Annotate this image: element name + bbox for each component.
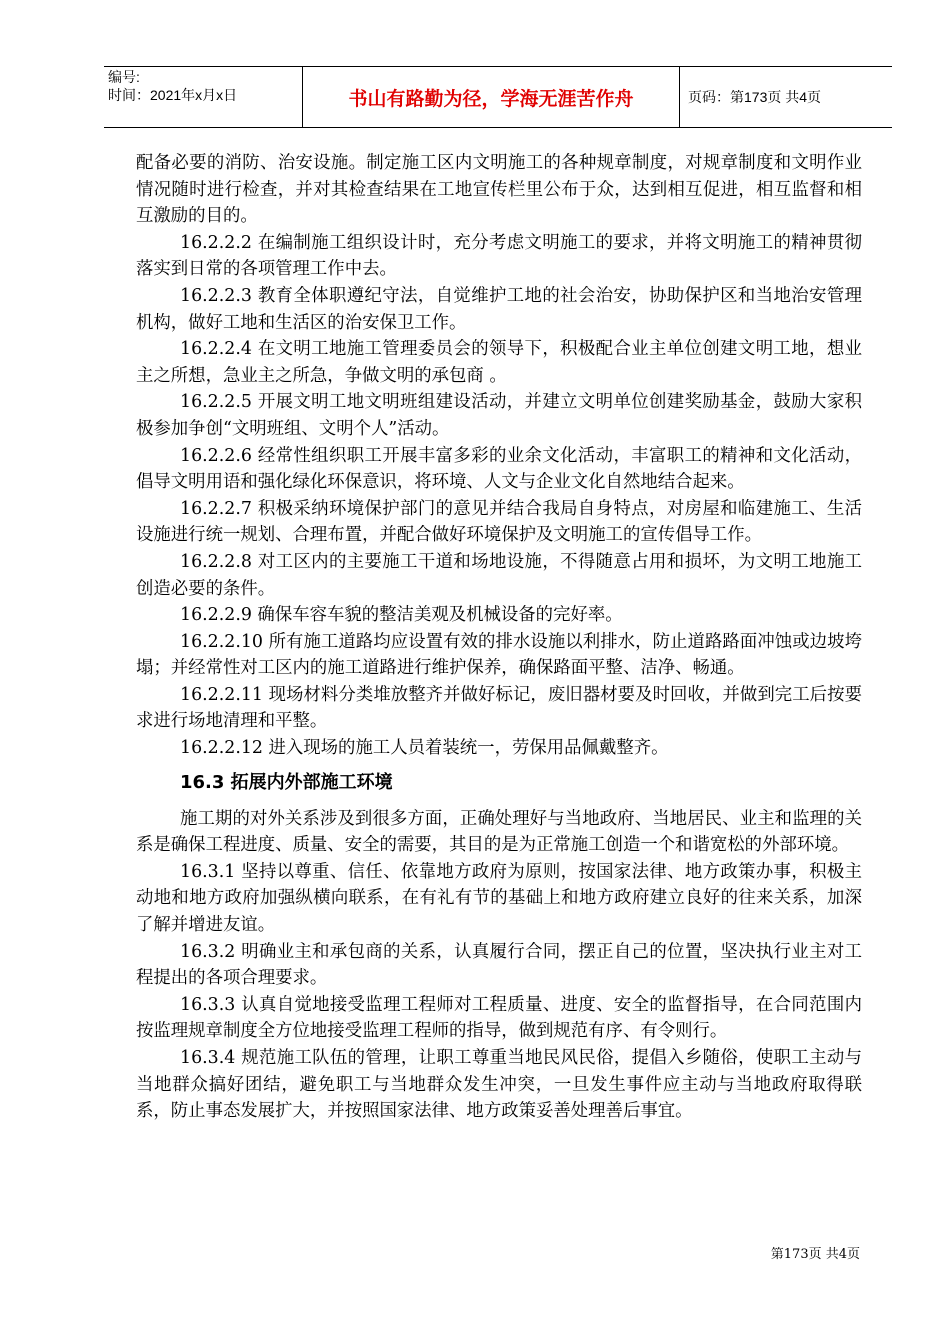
paragraph: 16.2.2.4 在文明工地施工管理委员会的领导下，积极配合业主单位创建文明工地，想业主之所想，急业主之所急，争做文明的承包商 。 (136, 339, 862, 386)
paragraph: 16.2.2.7 积极采纳环境保护部门的意见并结合我局自身特点，对房屋和临建施工、生活设施进行统一规划、合理布置，并配合做好环境保护及文明施工的宣传倡导工作。 (136, 498, 862, 546)
header-motto: 书山有路勤为径，学海无涯苦作舟 (348, 88, 634, 110)
paragraph: 施工期的对外关系涉及到很多方面，正确处理好与当地政府、当地居民、业主和监理的关系是确保工程进度、质量、安全的需要，其目的是为正常施工创造一个和谐宽松的外部环境。 (136, 808, 862, 856)
paragraph: 16.2.2.8 对工区内的主要施工干道和场地设施，不得随意占用和损坏，为文明工地施工创造必要的条件。 (136, 551, 862, 599)
paragraph: 16.3.4 规范施工队伍的管理，让职工尊重当地民风民俗，提倡入乡随俗，使职工主动与当地群众搞好团结，避免职工与当地群众发生冲突，一旦发生事件应主动与当地政府取得联系，防止事态发展扩大，并按照国家法律、地方政策妥善处理善后事宜。 (136, 1048, 862, 1122)
paragraph: 16.2.2.3 教育全体职遵纪守法，自觉维护工地的社会治安，协助保护区和当地治安管理机构，做好工地和生活区的治安保卫工作。 (136, 285, 862, 333)
paragraph: 16.2.2.9 确保车容车貌的整洁美观及机械设备的完好率。 (180, 605, 623, 626)
paragraph: 16.3.3 认真自觉地接受监理工程师对工程质量、进度、安全的监督指导，在合同范围内按监理规章制度全方位地接受监理工程师的指导，做到规范有序、有令则行。 (136, 994, 862, 1042)
paragraph: 16.2.2.10 所有施工道路均应设置有效的排水设施以利排水，防止道路路面冲蚀或边坡垮塌；并经常性对工区内的施工道路进行维护保养，确保路面平整、洁净、畅通。 (136, 631, 862, 679)
document-body (136, 150, 862, 1125)
header-page-number: 页码：第173页 共4页 (688, 89, 822, 105)
paragraph: 16.2.2.11 现场材料分类堆放整齐并做好标记，废旧器材要及时回收，并做到完工后按要求进行场地清理和平整。 (136, 684, 862, 732)
header-page-cell (680, 67, 892, 127)
document-number-label: 编号: (108, 69, 140, 85)
paragraph: 16.3.1 坚持以尊重、信任、依靠地方政府为原则，按国家法律、地方政策办事，积极主动地和地方政府加强纵横向联系，在有礼有节的基础上和地方政府建立良好的往来关系，加深了解并增进友谊。 (136, 861, 862, 936)
page-header (104, 66, 892, 128)
paragraph: 配备必要的消防、治安设施。制定施工区内文明施工的各种规章制度，对规章制度和文明作业情况随时进行检查，并对其检查结果在工地宣传栏里公布于众，达到相互促进，相互监督和相互激励的目的。 (136, 153, 862, 227)
paragraph: 16.2.2.6 经常性组织职工开展丰富多彩的业余文化活动，丰富职工的精神和文化活动，倡导文明用语和强化绿化环保意识，将环境、人文与企业文化自然地结合起来。 (136, 445, 862, 493)
footer-page-number: 第173页 共4页 (770, 1247, 860, 1262)
document-date-label: 时间：2021年x月x日 (108, 87, 238, 103)
section-heading: 16.3 拓展内外部施工环境 (180, 771, 393, 793)
paragraph: 16.2.2.12 进入现场的施工人员着装统一，劳保用品佩戴整齐。 (180, 738, 669, 759)
paragraph: 16.2.2.2 在编制施工组织设计时，充分考虑文明施工的要求，并将文明施工的精神贯彻落实到日常的各项管理工作中去。 (136, 232, 862, 280)
paragraph: 16.2.2.5 开展文明工地文明班组建设活动，并建立文明单位创建奖励基金，鼓励大家积极参加争创“文明班组、文明个人”活动。 (136, 392, 862, 439)
paragraph: 16.3.2 明确业主和承包商的关系，认真履行合同，摆正自己的位置，坚决执行业主对工程提出的各项合理要求。 (136, 941, 862, 989)
header-motto-cell (303, 67, 680, 127)
header-info-cell (104, 67, 303, 127)
